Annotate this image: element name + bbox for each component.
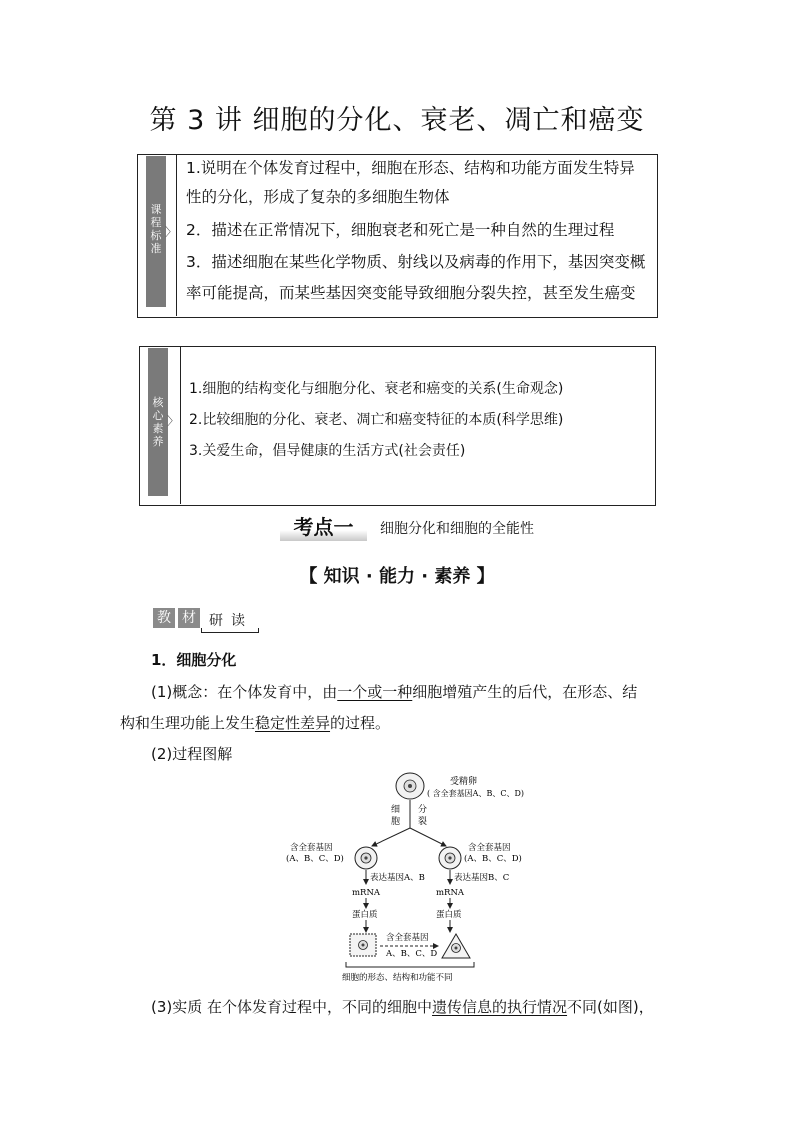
standard-line: 1.说明在个体发育过程中，细胞在形态、结构和功能方面发生特异 [186, 159, 635, 177]
chevron-right-icon: 〉 [167, 414, 180, 428]
underlined-term: 稳定性差异 [255, 714, 331, 732]
standard-line: 率可能提高，而某些基因突变能导致细胞分裂失控，甚至发生癌变 [186, 284, 636, 302]
left-express-label: 表达基因A、B [370, 873, 425, 883]
standard-line: 性的分化，形成了复杂的多细胞生物体 [186, 188, 450, 206]
zygote-genes-label: ( 含全套基因A、B、C、D) [427, 789, 524, 798]
keypoint-badge: 考点一 [280, 514, 367, 541]
text-run: 的过程。 [330, 714, 391, 732]
literacy-line: 1.细胞的结构变化与细胞分化、衰老和癌变的关系(生命观念) [189, 381, 564, 397]
square-cell [350, 934, 376, 956]
text-run: 细胞增殖产生的后代，在形态、结 [412, 683, 638, 701]
tag-char: 教 [153, 608, 175, 628]
right-genes-label: 含全套基因 [468, 843, 511, 853]
tag-char: 研 [209, 613, 223, 629]
right-genes-label: (A、B、C、D) [464, 854, 522, 864]
cell-division-char: 分 [418, 805, 428, 815]
concept-paragraph-line2 [120, 713, 390, 733]
page-title: 第 3 讲 细胞的分化、衰老、凋亡和癌变 [149, 105, 645, 136]
standard-line: 2．描述在正常情况下，细胞衰老和死亡是一种自然的生理过程 [186, 221, 615, 239]
mrna-left: mRNA [352, 888, 381, 898]
arrow-left [372, 828, 410, 846]
bottom-genes-label: A、B、C、D [386, 949, 438, 959]
protein-left: 蛋白质 [352, 910, 378, 920]
diagram-caption: 细胞的形态、结构和功能不同 [342, 973, 453, 983]
core-literacy-label: 核心素养 [152, 396, 164, 448]
underlined-term: 遗传信息的执行情况 [432, 998, 568, 1016]
chevron-right-icon: 〉 [165, 225, 178, 239]
left-genes-label: (A、B、C、D) [286, 854, 344, 864]
bottom-brace [346, 962, 474, 967]
cell-division-char: 裂 [418, 817, 428, 827]
tag-char: 读 [231, 613, 245, 629]
triangle-cell [442, 934, 470, 958]
bottom-genes-label: 含全套基因 [386, 933, 429, 943]
keypoint-title: 细胞分化和细胞的全能性 [380, 521, 534, 537]
underlined-term: 一个或一种 [337, 683, 413, 701]
concept-paragraph-line1 [151, 682, 637, 702]
protein-right: 蛋白质 [436, 910, 462, 920]
curriculum-standards-label: 课程标准 [150, 203, 162, 255]
literacy-line: 3.关爱生命，倡导健康的生活方式(社会责任) [189, 443, 466, 459]
zygote-cell [396, 773, 424, 799]
mrna-right: mRNA [436, 888, 465, 898]
cell-differentiation-diagram [270, 770, 550, 985]
box-divider [180, 346, 181, 504]
literacy-line: 2.比较细胞的分化、衰老、凋亡和癌变特征的本质(科学思维) [189, 412, 564, 428]
right-cell [439, 847, 461, 869]
left-cell [355, 847, 377, 869]
process-diagram-label: (2)过程图解 [151, 745, 233, 763]
box-divider [176, 154, 177, 316]
tag-char: 材 [178, 608, 200, 628]
cell-division-char: 细 [391, 805, 401, 815]
heading-cell-differentiation: 1．细胞分化 [151, 651, 237, 669]
text-run: (3)实质 在个体发育过程中，不同的细胞中 [151, 998, 433, 1016]
text-run: 不同(如图)， [567, 998, 654, 1016]
tag-bracket [201, 628, 259, 633]
cell-division-char: 胞 [391, 817, 401, 827]
standard-line: 3．描述细胞在某些化学物质、射线以及病毒的作用下，基因突变概 [186, 253, 646, 271]
text-run: 构和生理功能上发生 [120, 714, 256, 732]
zygote-label: 受精卵 [450, 777, 478, 787]
section-heading: 【 知识 · 能力 · 素养 】 [299, 566, 495, 587]
left-genes-label: 含全套基因 [290, 843, 333, 853]
textbook-reading-tag [153, 608, 257, 634]
arrow-right [410, 828, 446, 846]
essence-paragraph [151, 997, 654, 1017]
right-express-label: 表达基因B、C [454, 873, 510, 883]
text-run: (1)概念：在个体发育中，由 [151, 683, 338, 701]
